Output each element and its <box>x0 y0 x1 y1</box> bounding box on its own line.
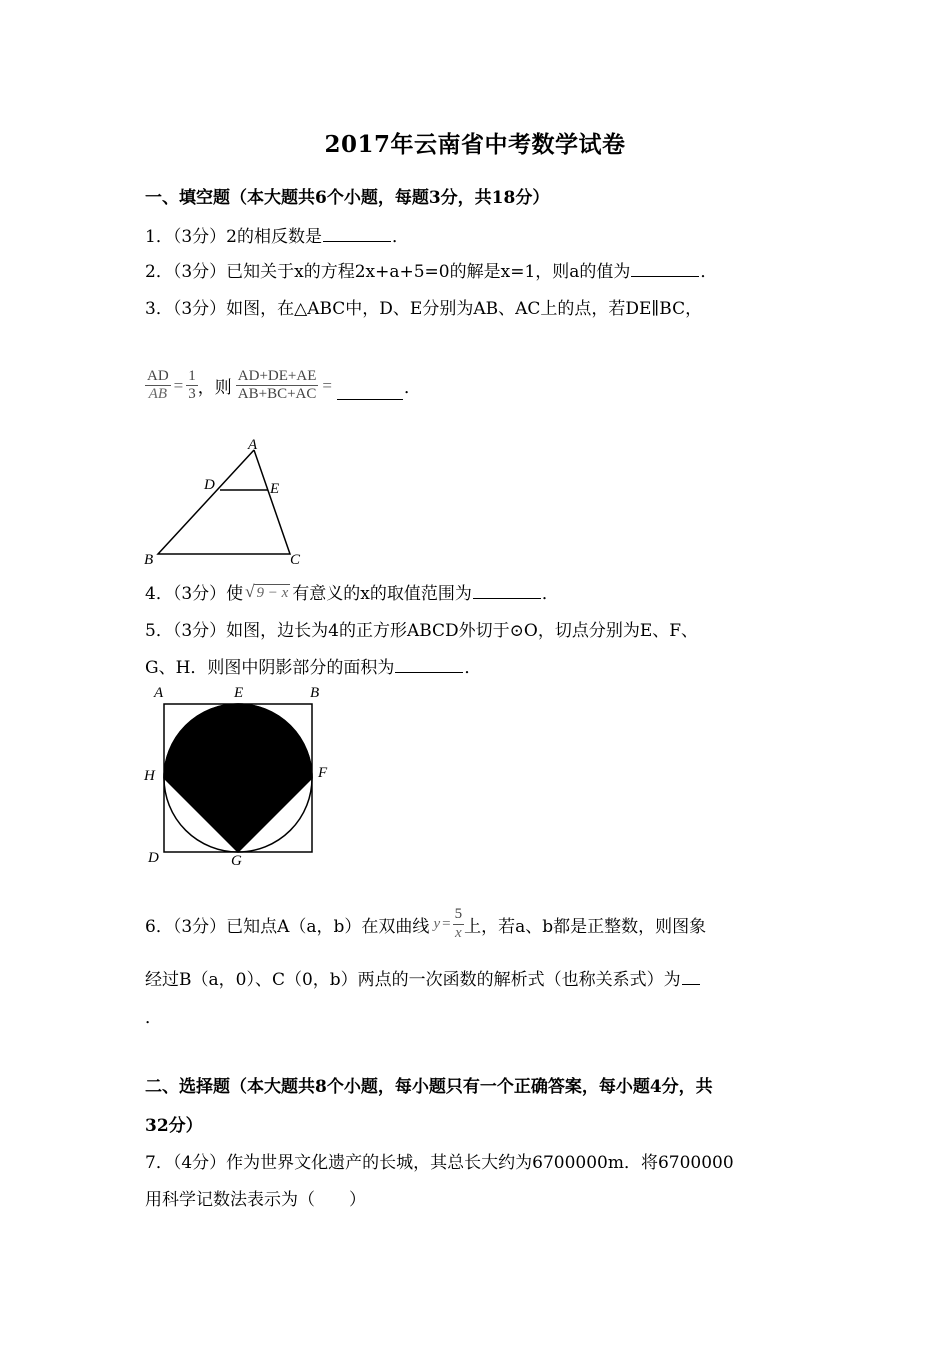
question-6-line-3: ． <box>145 1008 162 1028</box>
triangle-abc <box>158 450 290 554</box>
label-e: E <box>234 685 244 701</box>
section-2-heading-line-1: 二、选择题（本大题共8个小题，每小题只有一个正确答案，每小题4分，共 <box>145 1077 713 1097</box>
answer-blank <box>631 262 699 277</box>
label-b: B <box>310 685 320 701</box>
question-6-line-2: 经过B（a，0）、C（0，b）两点的一次函数的解析式（也称关系式）为 <box>145 965 701 990</box>
answer-blank <box>395 658 463 673</box>
label-h: H <box>144 768 155 784</box>
question-6-line-1: 6．（3分）已知点A（a，b）在双曲线 y = $\frac{5}{x}$ 上，若a、b都是正整数，则图象 <box>145 906 707 941</box>
question-7-line-1: 7．（4分）作为世界文化遗产的长城，其总长大约为6700000m．将6700000 <box>145 1153 734 1173</box>
fraction-one-third: $\frac{1}{3}$ <box>188 368 196 403</box>
sqrt-expression: √ 9 − x <box>245 581 289 601</box>
label-e: E <box>270 481 280 497</box>
question-1-text: 1．（3分）2的相反数是 <box>145 227 322 247</box>
question-5-line-1: 5．（3分）如图，边长为4的正方形ABCD外切于⊙O，切点分别为E、F、 <box>145 621 699 641</box>
fraction-5-over-x: $\frac{5}{x}$ <box>454 906 463 941</box>
question-2: 2．（3分）已知关于x的方程2x+a+5=0的解是x=1，则a的值为 ． <box>145 262 718 282</box>
question-1: 1．（3分）2的相反数是 ． <box>145 227 409 247</box>
label-d: D <box>204 477 215 493</box>
question-2-text: 2．（3分）已知关于x的方程2x+a+5=0的解是x=1，则a的值为 <box>145 262 631 282</box>
page-title: 2017年云南省中考数学试卷 <box>324 131 626 158</box>
label-a: A <box>248 437 258 453</box>
triangle-figure <box>140 432 320 572</box>
section-1-heading: 一、填空题（本大题共6个小题，每题3分，共18分） <box>145 188 550 208</box>
question-3-formula: $\frac{AD}{AB}$ = $\frac{1}{3}$ ，则 $\frac{AD+DE+AE}{AB+BC+AC}$ = ． <box>147 368 421 403</box>
label-c: C <box>290 552 301 568</box>
question-3-text: 3．（3分）如图，在△ABC中，D、E分别为AB、AC上的点，若DE∥BC， <box>145 299 703 319</box>
label-b: B <box>144 552 154 568</box>
answer-blank <box>682 970 700 985</box>
label-a: A <box>154 685 164 701</box>
fraction-ad-ab: $\frac{AD}{AB}$ <box>147 368 169 403</box>
question-5-line-2: G、H．则图中阴影部分的面积为 ． <box>145 658 482 678</box>
square-circle-figure <box>138 680 338 870</box>
section-2-heading-line-2: 32分） <box>145 1116 203 1136</box>
question-7-line-2: 用科学记数法表示为（ ） <box>145 1190 366 1210</box>
answer-blank <box>323 227 391 242</box>
radical-sign: √ <box>245 581 255 601</box>
answer-blank <box>337 385 403 400</box>
question-4: 4．（3分）使 √ 9 − x 有意义的x的取值范围为 ． <box>145 581 559 604</box>
fraction-perimeter-ratio: $\frac{AD+DE+AE}{AB+BC+AC}$ <box>237 368 317 403</box>
answer-blank <box>473 584 541 599</box>
label-g: G <box>231 853 242 869</box>
label-f: F <box>318 765 328 781</box>
label-d: D <box>148 850 159 866</box>
